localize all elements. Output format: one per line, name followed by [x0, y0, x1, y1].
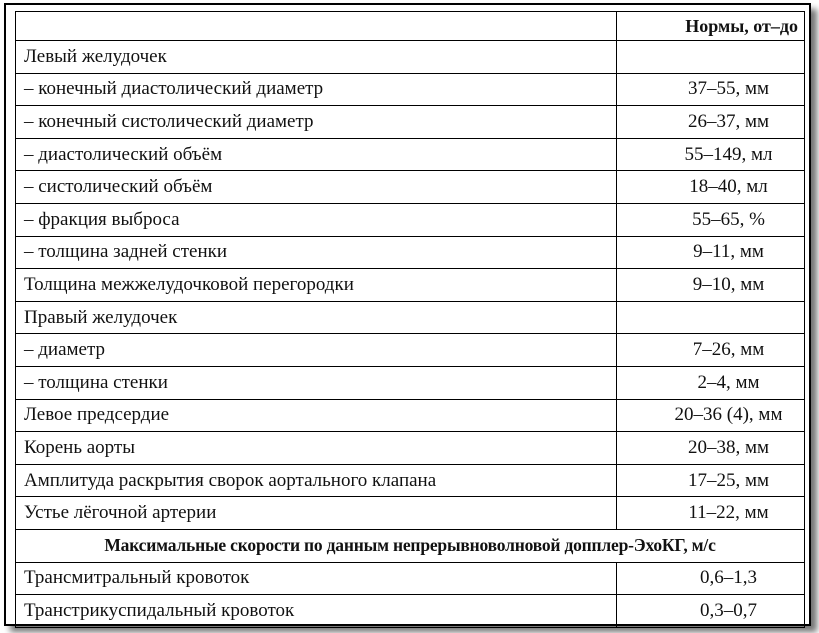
echo-norms-table — [15, 11, 805, 628]
table-row — [16, 301, 805, 334]
table-frame — [4, 3, 811, 626]
table-row — [16, 106, 805, 139]
row-value: 26–37, мм — [617, 106, 805, 139]
row-value: 17–25, мм — [617, 464, 805, 497]
table-row — [16, 203, 805, 236]
row-name: – конечный систолический диаметр — [16, 106, 617, 139]
row-name: – диаметр — [16, 334, 617, 367]
row-value: 55–149, мл — [617, 138, 805, 171]
table-row — [16, 236, 805, 269]
row-value: 20–38, мм — [617, 432, 805, 465]
row-name: Правый желудочек — [16, 301, 617, 334]
row-name: Корень аорты — [16, 432, 617, 465]
row-value: 9–10, мм — [617, 269, 805, 302]
row-name: – толщина задней стенки — [16, 236, 617, 269]
row-name: Транстрикуспидальный кровоток — [16, 595, 617, 628]
table-row — [16, 595, 805, 628]
row-name: Толщина межжелудочковой перегородки — [16, 269, 617, 302]
row-value: 2–4, мм — [617, 366, 805, 399]
table-row — [16, 334, 805, 367]
table-row — [16, 432, 805, 465]
table-row — [16, 366, 805, 399]
row-value: 37–55, мм — [617, 73, 805, 106]
table-row — [16, 464, 805, 497]
section-title: Максимальные скорости по данным непрерывноволновой допплер-ЭхоКГ, м/с — [16, 529, 805, 562]
header-name-cell — [16, 12, 617, 41]
row-name: Трансмитральный кровоток — [16, 562, 617, 595]
table-row — [16, 497, 805, 530]
header-value-cell: Нормы, от–до — [617, 12, 805, 41]
row-name: Устье лёгочной артерии — [16, 497, 617, 530]
row-value: 0,3–0,7 — [617, 595, 805, 628]
row-name: Амплитуда раскрытия сворок аортального клапана — [16, 464, 617, 497]
section-header-row — [16, 529, 805, 562]
row-name: Левый желудочек — [16, 41, 617, 74]
table-row — [16, 41, 805, 74]
table-row — [16, 269, 805, 302]
table-row — [16, 399, 805, 432]
table-row — [16, 562, 805, 595]
row-name: – систолический объём — [16, 171, 617, 204]
row-name: – диастолический объём — [16, 138, 617, 171]
row-value — [617, 301, 805, 334]
row-value: 11–22, мм — [617, 497, 805, 530]
row-name: – конечный диастолический диаметр — [16, 73, 617, 106]
row-value — [617, 41, 805, 74]
table-header-row — [16, 12, 805, 41]
row-value: 20–36 (4), мм — [617, 399, 805, 432]
table-row — [16, 138, 805, 171]
row-value: 0,6–1,3 — [617, 562, 805, 595]
row-name: – фракция выброса — [16, 203, 617, 236]
row-value: 9–11, мм — [617, 236, 805, 269]
row-value: 7–26, мм — [617, 334, 805, 367]
table-row — [16, 73, 805, 106]
row-value: 55–65, % — [617, 203, 805, 236]
row-name: – толщина стенки — [16, 366, 617, 399]
row-name: Левое предсердие — [16, 399, 617, 432]
row-value: 18–40, мл — [617, 171, 805, 204]
table-row — [16, 171, 805, 204]
